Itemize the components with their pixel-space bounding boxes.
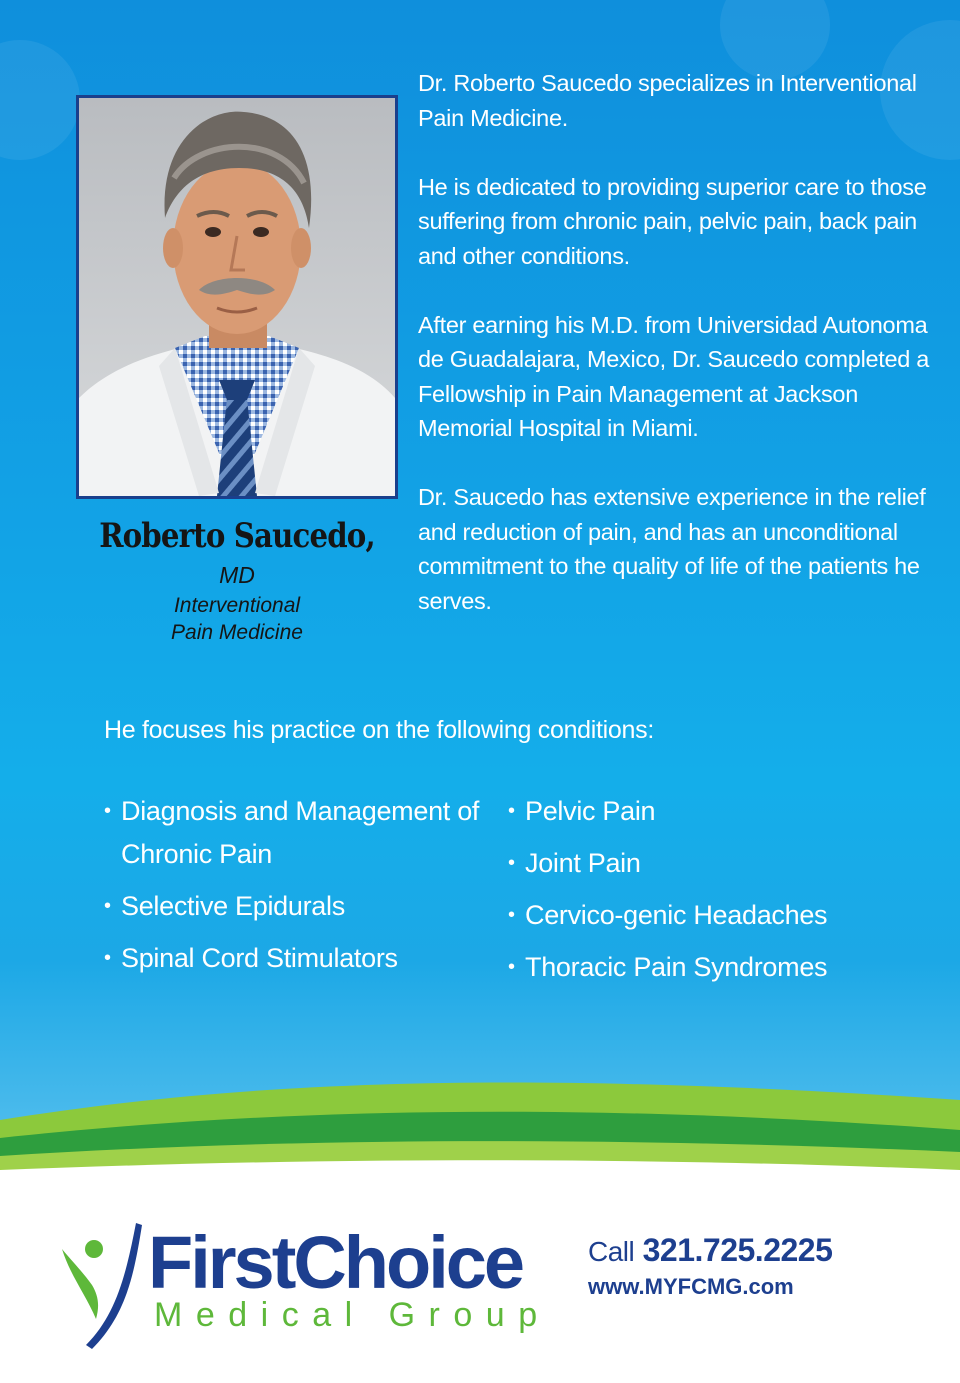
- doctor-bio: [418, 66, 938, 653]
- doctor-credential: MD: [219, 562, 255, 588]
- condition-item: • Pelvic Pain: [508, 790, 928, 833]
- condition-item: • Spinal Cord Stimulators: [104, 937, 494, 980]
- phone-number[interactable]: 321.725.2225: [642, 1232, 833, 1268]
- condition-item: • Selective Epidurals: [104, 885, 494, 928]
- condition-item: • Joint Pain: [508, 842, 928, 885]
- conditions-list-left: [104, 790, 494, 989]
- bio-paragraph: Dr. Saucedo has extensive experience in the relief and reduction of pain, and has an unconditional commitment to the quality of life of the patients he serves.: [418, 484, 926, 614]
- condition-item: • Cervico-genic Headaches: [508, 894, 928, 937]
- condition-item: • Diagnosis and Management of Chronic Pain: [104, 790, 494, 876]
- brand-name: FirstChoice: [148, 1221, 523, 1304]
- condition-item: • Thoracic Pain Syndromes: [508, 946, 928, 989]
- bokeh-light: [0, 40, 80, 160]
- conditions-list-right: [508, 790, 928, 998]
- bio-paragraph: He is dedicated to providing superior care to those suffering from chronic pain, pelvic pain, back pain and other conditions.: [418, 173, 927, 269]
- call-label: Call: [588, 1236, 635, 1267]
- conditions-intro: He focuses his practice on the following conditions:: [104, 716, 654, 744]
- brand-logo: [56, 1215, 556, 1355]
- doctor-photo: [76, 95, 398, 499]
- specialty-line: Pain Medicine: [171, 621, 303, 644]
- doctor-portrait-icon: [79, 98, 395, 496]
- doctor-name: Roberto Saucedo,: [99, 516, 375, 556]
- bio-paragraph: Dr. Roberto Saucedo specializes in Interventional Pain Medicine.: [418, 70, 917, 131]
- doctor-specialty: [76, 592, 398, 646]
- contact-info: [588, 1230, 832, 1302]
- specialty-line: Interventional: [173, 594, 301, 617]
- brand-subtitle: Medical Group: [154, 1296, 551, 1334]
- contact-phone-line: [588, 1230, 832, 1272]
- person-figure-icon: [56, 1215, 146, 1355]
- bio-paragraph: After earning his M.D. from Universidad Autonoma de Guadalajara, Mexico, Dr. Saucedo completed a Fellowship in Pain Management at Jackson Memorial Hospital in Miami.: [418, 311, 930, 441]
- website-link[interactable]: www.MYFCMG.com: [588, 1274, 794, 1299]
